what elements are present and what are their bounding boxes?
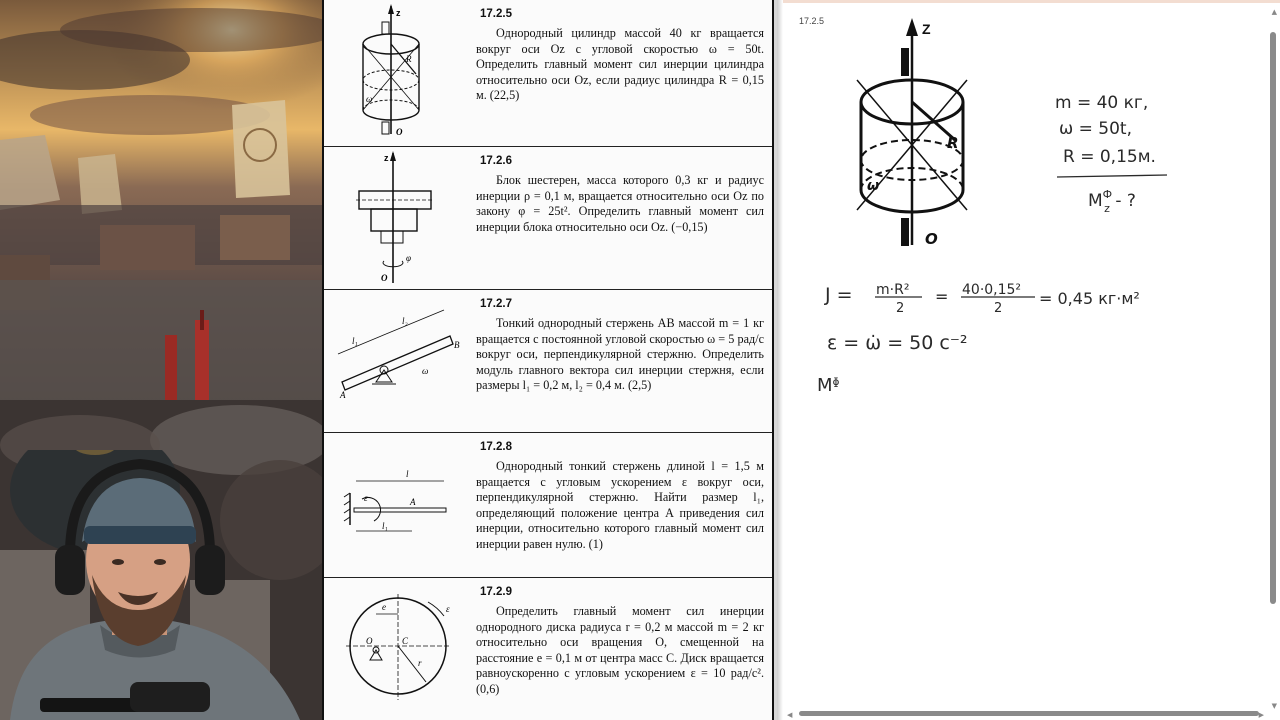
calc-line-1 (824, 282, 1140, 316)
l2-label: l₂ (402, 316, 408, 326)
omega-label: ω (366, 94, 373, 104)
origin-label: O (381, 273, 388, 283)
origin-label: O (925, 230, 938, 248)
given-radius: R = 0,15м. (1063, 147, 1156, 167)
origin-label: O (396, 127, 403, 137)
notes-viewer[interactable] (777, 0, 1280, 720)
problem-17-2-5 (324, 0, 772, 147)
axis-z-label: z (396, 8, 401, 18)
point-o-label: O (366, 636, 373, 646)
find-sub: z (1104, 202, 1110, 215)
inertia-lhs: J = (825, 284, 853, 306)
omega-label: ω (867, 178, 880, 194)
r-label: r (418, 658, 422, 668)
frac2-den: 2 (994, 301, 1003, 316)
problem-text: Определить главный момент сил инерции однородного диска радиуса r = 0,2 м массой m = 2 кг относительно оси вращения O, смещенной на расстояние e = 0,1 м от центра масс C. Диск вращается равноускоренно с угловым ускорением ε = 10 рад/с². (0,6) (476, 604, 764, 696)
point-b-label: B (454, 340, 460, 350)
problem-17-2-6 (324, 147, 772, 290)
problem-17-2-7 (324, 290, 772, 433)
handwritten-solution (777, 0, 1267, 700)
find-tail: - ? (1109, 191, 1136, 211)
axis-z-label: z (384, 153, 389, 163)
l-label: l (406, 469, 409, 479)
problem-text: Блок шестерен, масса которого 0,3 кг и радиус инерции ρ = 0,1 м, вращается относительно оси Oz по закону φ = 25t². Определить главный момент сил инерции блока относительно оси Oz. (−0,15) (476, 173, 764, 234)
radius-label: R (406, 54, 412, 64)
scroll-right-arrow-icon[interactable]: ▶ (1258, 711, 1264, 719)
radius-label: R (947, 134, 959, 152)
problem-text: Однородный тонкий стержень длиной l = 1,5 м вращается с угловым ускорением ε вокруг оси, перпендикулярной стержню. Найти размер l₁, определяющий положение центра A приведения сил инерции, относительно которого главный момент сил инерции равен нулю. (1) (476, 459, 764, 551)
rod-ab-figure (326, 292, 472, 430)
given-mass: m = 40 кг, (1055, 93, 1149, 113)
axis-z-label: Z (922, 21, 931, 37)
e-label: e (382, 602, 386, 612)
scroll-left-arrow-icon[interactable]: ◀ (787, 711, 793, 719)
epsilon-label: ε (446, 604, 450, 614)
inertia-result: = 0,45 кг·м² (1039, 289, 1140, 308)
webcam-overlay (0, 450, 322, 720)
epsilon-label: ε (364, 493, 368, 503)
page-label: 17.2.5 (799, 16, 825, 26)
point-c-label: C (402, 636, 409, 646)
problem-number: 17.2.8 (480, 441, 512, 453)
problem-number: 17.2.5 (480, 8, 512, 20)
vertical-scrollbar-thumb[interactable] (1270, 32, 1276, 604)
point-a-label: A (340, 390, 346, 400)
problem-text: Тонкий однородный стержень AB массой m = 1 кг вращается с постоянной угловой скоростью ω = 5 рад/с вокруг оси, перпендикулярной стержню. Определить модуль главного вектора сил инерции стержня, если размеры l₁ = 0,2 м, l₂ = 0,4 м. (2,5) (476, 316, 764, 393)
frac1-den: 2 (896, 301, 905, 316)
frac2-num: 40·0,15² (962, 282, 1022, 298)
cylinder-figure (326, 2, 472, 140)
find-main: M (1088, 191, 1103, 211)
given-data (1055, 93, 1167, 215)
point-a-label: A (410, 497, 416, 507)
problem-number: 17.2.7 (480, 298, 512, 310)
find-sup: Ф (1102, 188, 1113, 201)
frac1-num: m·R² (876, 282, 910, 298)
problem-17-2-9 (324, 578, 772, 720)
problem-17-2-8 (324, 433, 772, 578)
textbook-page (322, 0, 774, 720)
eq-sign: = (935, 287, 949, 306)
problem-number: 17.2.6 (480, 155, 512, 167)
streamer-figure (0, 450, 322, 720)
calc-line-3: Mᶲ (817, 375, 840, 396)
disk-figure (326, 580, 472, 718)
rod-length-figure (326, 435, 472, 573)
problem-number: 17.2.9 (480, 586, 512, 598)
omega-label: ω (422, 366, 429, 376)
cylinder-sketch (857, 18, 967, 248)
scroll-up-arrow-icon[interactable]: ▲ (1271, 8, 1277, 16)
problem-text: Однородный цилиндр массой 40 кг вращается вокруг оси Oz с угловой скоростью ω = 50t. Определить главный момент сил инерции цилиндра относительно оси Oz, если радиус цилиндра R = 0,15 м. (22,5) (476, 26, 764, 103)
horizontal-scrollbar-thumb[interactable] (799, 711, 1259, 716)
gear-block-figure (326, 149, 472, 287)
calc-line-2: ε = ω̇ = 50 с⁻² (827, 332, 968, 354)
l1-label: l₁ (382, 521, 388, 531)
l1-label: l₁ (352, 336, 358, 346)
find-label (1088, 188, 1136, 215)
given-omega: ω = 50t, (1059, 119, 1132, 139)
phi-label: φ (406, 253, 411, 263)
scroll-down-arrow-icon[interactable]: ▼ (1271, 702, 1277, 710)
